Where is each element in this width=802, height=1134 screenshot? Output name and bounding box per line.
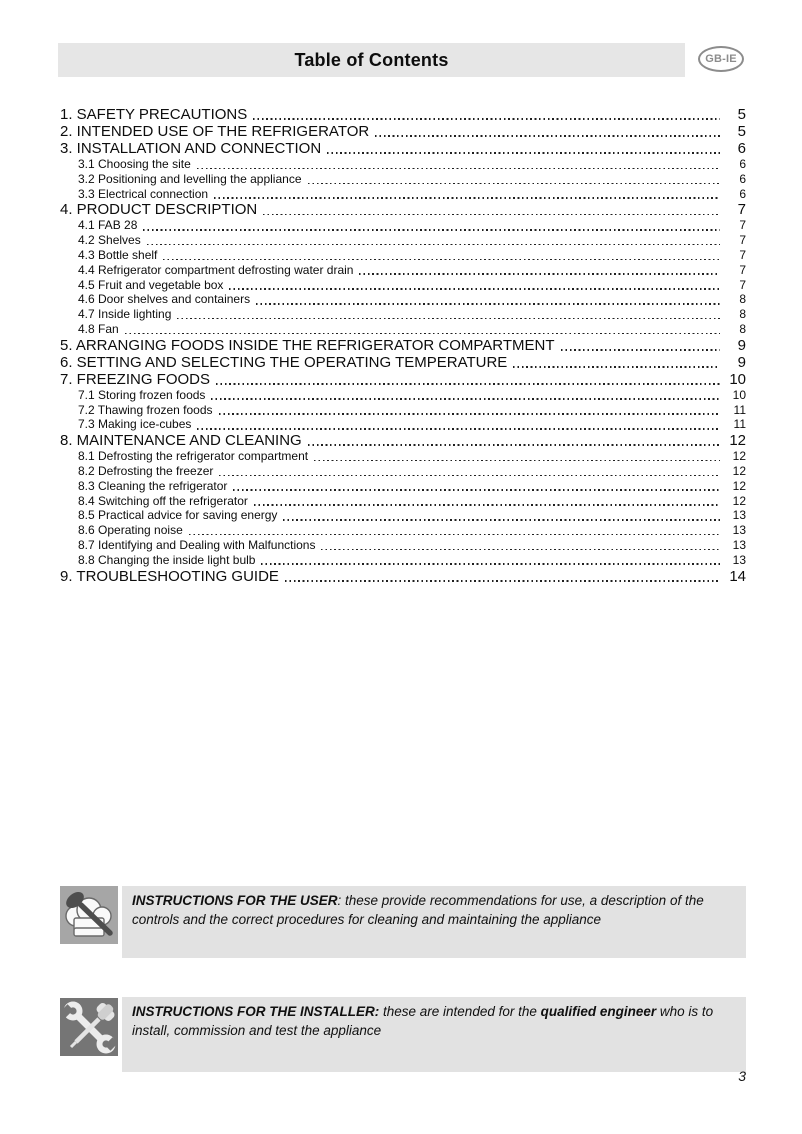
toc-entry-page: 13 xyxy=(732,537,746,552)
toc-entry-label: 3.1 Choosing the site xyxy=(78,157,191,171)
toc-entry-label: 3. INSTALLATION AND CONNECTION xyxy=(60,140,322,157)
toc-entry xyxy=(60,248,746,263)
toc-entry-label: 2. INTENDED USE OF THE REFRIGERATOR xyxy=(60,123,370,140)
page-title: Table of Contents xyxy=(294,49,449,70)
toc-entry-label: 4.7 Inside lighting xyxy=(78,307,172,322)
dot-leader xyxy=(561,349,720,351)
toc-entry xyxy=(60,322,746,337)
toc-entry xyxy=(60,432,746,449)
toc-entry-label: 4.1 FAB 28 xyxy=(78,218,138,233)
toc-entry-label: 7.3 Making ice-cubes xyxy=(78,417,192,432)
toc-entry-label: 4.4 Refrigerator compartment defrosting water drain xyxy=(78,262,354,277)
toc-entry-label: 4.8 Fan xyxy=(78,321,119,336)
note-installer-body-post: who is to install, commission and test the appliance xyxy=(132,1004,714,1038)
toc-entry xyxy=(60,106,746,123)
toc-entry-label: 8.7 Identifying and Dealing with Malfunctions xyxy=(78,537,316,552)
toc-entry-label: 8.3 Cleaning the refrigerator xyxy=(78,478,228,493)
dot-leader xyxy=(197,428,720,430)
dot-leader xyxy=(256,303,720,305)
toc-entry xyxy=(60,218,746,233)
toc-entry-label: 6. SETTING AND SELECTING THE OPERATING TEMPERATURE xyxy=(60,353,508,371)
toc-entry-page: 13 xyxy=(732,523,746,538)
dot-leader xyxy=(216,383,720,385)
toc-entry xyxy=(60,337,746,354)
toc-entry xyxy=(60,123,746,140)
toc-entry-page: 8 xyxy=(739,292,746,307)
dot-leader xyxy=(233,489,720,491)
table-of-contents xyxy=(60,106,746,585)
dot-leader xyxy=(211,398,720,400)
toc-entry-page: 8 xyxy=(739,307,746,322)
toc-entry xyxy=(60,449,746,464)
language-badge-label: GB-IE xyxy=(705,53,737,65)
toc-entry-label: 4.6 Door shelves and containers xyxy=(78,292,251,307)
toc-entry-page: 6 xyxy=(737,140,746,157)
dot-leader xyxy=(359,273,720,275)
note-user-text xyxy=(122,886,746,958)
toc-entry xyxy=(60,278,746,293)
toc-entry xyxy=(60,157,746,172)
dot-leader xyxy=(219,413,720,415)
toc-entry-label: 7.1 Storing frozen foods xyxy=(78,387,206,402)
toc-entry xyxy=(60,464,746,479)
toc-entry xyxy=(60,538,746,553)
toc-entry xyxy=(60,479,746,494)
toc-entry xyxy=(60,233,746,248)
dot-leader xyxy=(314,460,720,462)
toc-entry-label: 8.6 Operating noise xyxy=(78,523,183,538)
dot-leader xyxy=(143,229,720,231)
toc-entry-label: 5. ARRANGING FOODS INSIDE THE REFRIGERATOR COMPARTMENT xyxy=(60,336,555,354)
note-installer-body-bold: qualified engineer xyxy=(540,1004,657,1019)
dot-leader xyxy=(283,519,720,521)
dot-leader xyxy=(327,152,720,154)
toc-entry-label: 4.2 Shelves xyxy=(78,233,141,248)
page-number: 3 xyxy=(738,1068,746,1084)
toc-entry xyxy=(60,140,746,157)
language-badge xyxy=(698,46,744,72)
toc-entry-page: 7 xyxy=(739,233,746,248)
dot-leader xyxy=(253,118,720,120)
dot-leader xyxy=(375,135,720,137)
toc-entry-page: 7 xyxy=(737,201,746,219)
toc-entry-page: 9 xyxy=(737,353,746,371)
toc-entry-page: 10 xyxy=(729,370,746,388)
dot-leader xyxy=(219,475,720,477)
toc-entry-label: 4.5 Fruit and vegetable box xyxy=(78,277,224,292)
toc-entry-label: 8. MAINTENANCE AND CLEANING xyxy=(60,432,302,450)
toc-entry-page: 10 xyxy=(732,387,746,402)
toc-entry xyxy=(60,403,746,418)
toc-entry-page: 5 xyxy=(737,106,746,123)
toc-entry-label: 3.3 Electrical connection xyxy=(78,186,209,201)
dot-leader xyxy=(214,197,720,199)
toc-entry-page: 7 xyxy=(739,218,746,233)
note-installer-body-pre: these are intended for the xyxy=(379,1004,541,1019)
toc-entry xyxy=(60,523,746,538)
toc-entry-page: 6 xyxy=(739,186,746,201)
toc-entry-page: 8 xyxy=(739,321,746,336)
toc-entry xyxy=(60,172,746,187)
dot-leader xyxy=(254,504,720,506)
note-installer-text xyxy=(122,997,746,1072)
dot-leader xyxy=(308,444,720,446)
toc-entry-page: 12 xyxy=(729,432,746,450)
dot-leader xyxy=(177,318,720,320)
dot-leader xyxy=(147,244,720,246)
toc-entry-page: 12 xyxy=(732,463,746,478)
toc-entry xyxy=(60,568,746,585)
toc-entry xyxy=(60,187,746,202)
dot-leader xyxy=(125,333,720,335)
toc-entry-page: 12 xyxy=(732,493,746,508)
note-user-body: : these provide recommendations for use, a description of the controls and the correct procedures for cleaning and maintaining the appliance xyxy=(132,893,704,927)
dot-leader xyxy=(261,563,720,565)
toc-entry-page: 6 xyxy=(739,157,746,171)
toc-entry-page: 13 xyxy=(732,508,746,523)
toc-entry xyxy=(60,494,746,509)
toc-entry-label: 3.2 Positioning and levelling the appliance xyxy=(78,171,302,186)
toc-entry-label: 8.1 Defrosting the refrigerator compartment xyxy=(78,449,309,464)
dot-leader xyxy=(163,259,720,261)
toc-entry-label: 8.8 Changing the inside light bulb xyxy=(78,552,256,567)
toc-entry-page: 12 xyxy=(732,478,746,493)
chef-hat-and-spoon-icon xyxy=(60,886,118,944)
note-user-title: INSTRUCTIONS FOR THE USER xyxy=(132,893,338,908)
toc-entry-label: 7. FREEZING FOODS xyxy=(60,370,211,388)
toc-entry-page: 11 xyxy=(733,402,746,417)
toc-entry-label: 1. SAFETY PRECAUTIONS xyxy=(60,106,248,123)
toc-entry-page: 7 xyxy=(739,247,746,262)
toc-entry xyxy=(60,307,746,322)
toc-entry xyxy=(60,263,746,278)
toc-entry xyxy=(60,292,746,307)
toc-entry xyxy=(60,371,746,388)
dot-leader xyxy=(229,288,720,290)
toc-entry-label: 9. TROUBLESHOOTING GUIDE xyxy=(60,567,279,585)
dot-leader xyxy=(285,580,720,582)
note-installer-title: INSTRUCTIONS FOR THE INSTALLER: xyxy=(132,1004,380,1019)
toc-entry xyxy=(60,417,746,432)
toc-entry-page: 7 xyxy=(739,262,746,277)
dot-leader xyxy=(513,366,720,368)
header-bar xyxy=(58,43,685,77)
dot-leader xyxy=(263,214,720,216)
toc-entry-label: 4.3 Bottle shelf xyxy=(78,247,158,262)
toc-entry-label: 7.2 Thawing frozen foods xyxy=(78,402,213,417)
toc-entry-page: 12 xyxy=(732,449,746,464)
toc-entry-page: 9 xyxy=(737,336,746,354)
dot-leader xyxy=(189,534,720,536)
toc-entry-page: 13 xyxy=(732,552,746,567)
toc-entry xyxy=(60,354,746,371)
toc-entry-page: 5 xyxy=(737,123,746,140)
toc-entry-page: 7 xyxy=(739,277,746,292)
toc-entry-page: 11 xyxy=(733,417,746,432)
wrench-and-screwdriver-icon xyxy=(60,998,118,1056)
toc-entry-label: 4. PRODUCT DESCRIPTION xyxy=(60,201,258,219)
toc-entry xyxy=(60,201,746,218)
toc-entry-page: 14 xyxy=(729,567,746,585)
toc-entry xyxy=(60,553,746,568)
toc-entry-label: 8.5 Practical advice for saving energy xyxy=(78,508,278,523)
toc-entry xyxy=(60,388,746,403)
toc-entry xyxy=(60,508,746,523)
dot-leader xyxy=(308,183,721,185)
dot-leader xyxy=(321,549,720,551)
toc-entry-page: 6 xyxy=(739,171,746,186)
dot-leader xyxy=(197,168,720,170)
toc-entry-label: 8.4 Switching off the refrigerator xyxy=(78,493,248,508)
toc-entry-label: 8.2 Defrosting the freezer xyxy=(78,463,214,478)
